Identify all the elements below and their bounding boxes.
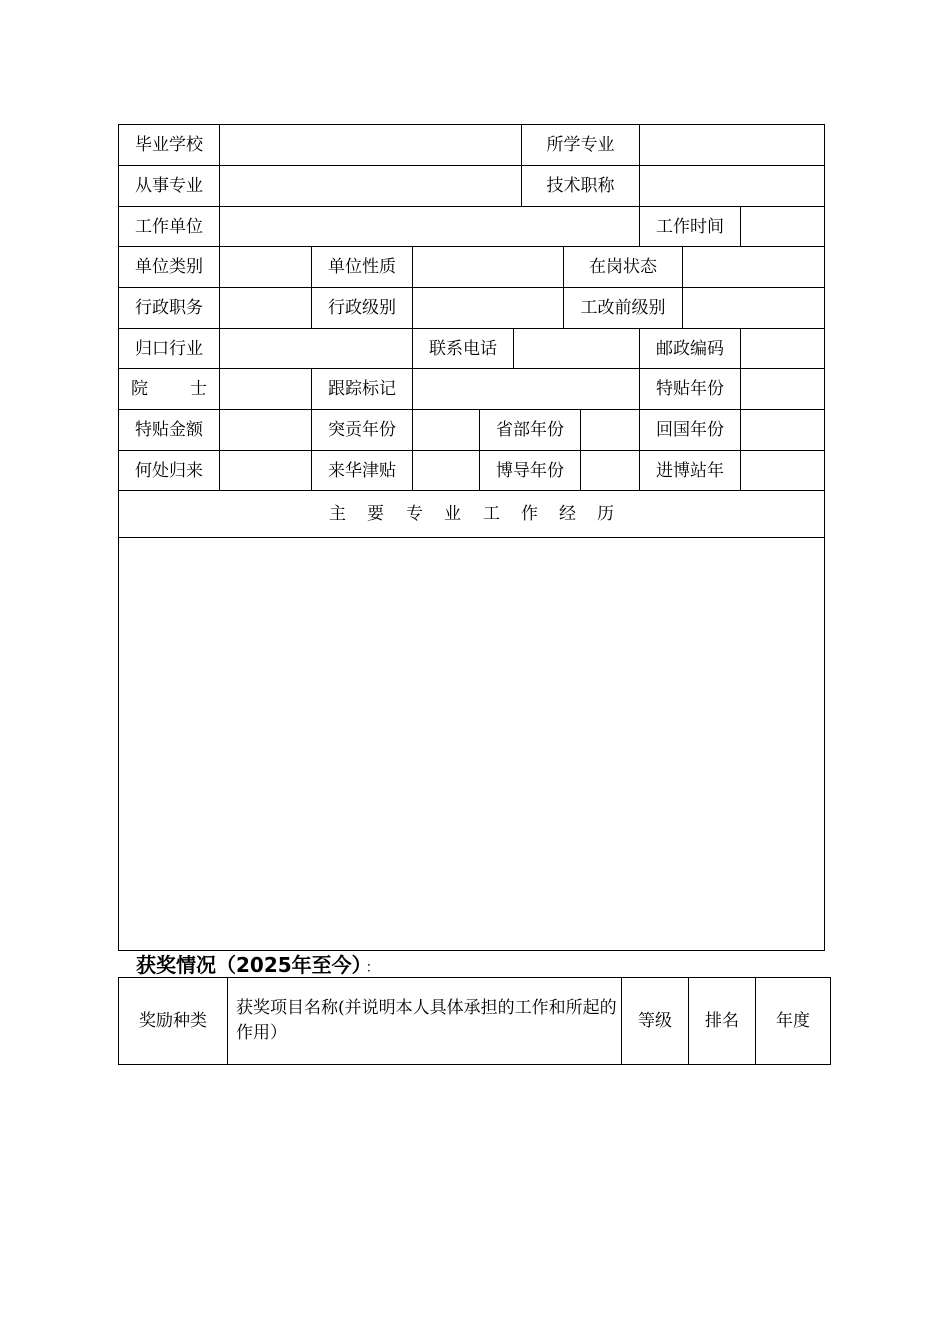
field-work-experience[interactable] — [119, 538, 824, 950]
label-special-allowance-amount: 特贴金额 — [135, 420, 203, 440]
field-unit-category[interactable] — [220, 247, 311, 287]
label-admin-position: 行政职务 — [135, 298, 203, 318]
label-graduated-school: 毕业学校 — [135, 135, 203, 155]
label-postal-code: 邮政编码 — [656, 338, 724, 359]
awards-section-title — [136, 953, 380, 980]
label-academician-char-2: 士 — [190, 379, 207, 399]
experience-heading — [119, 491, 824, 537]
label-phone: 联系电话 — [429, 338, 497, 359]
field-doctoral-supervisor-year[interactable] — [581, 451, 639, 490]
field-pre-reform-level[interactable] — [683, 288, 824, 328]
field-tracking-mark[interactable] — [413, 369, 639, 409]
label-academician — [131, 369, 207, 409]
label-pre-reform-level: 工改前级别 — [580, 298, 666, 318]
experience-heading-char: 要 — [367, 504, 384, 524]
field-return-year[interactable] — [741, 410, 824, 450]
label-unit-nature: 单位性质 — [328, 257, 396, 277]
experience-heading-char: 工 — [483, 504, 500, 524]
field-major-studied[interactable] — [640, 125, 824, 165]
field-provincial-year[interactable] — [581, 410, 639, 450]
awards-title-text: 获奖情况（2025年至今） — [136, 953, 362, 977]
experience-heading-char: 历 — [597, 504, 614, 524]
field-current-specialty[interactable] — [220, 166, 521, 206]
field-graduated-school[interactable] — [220, 125, 521, 165]
label-employment-status: 在岗状态 — [589, 257, 657, 277]
label-provincial-year: 省部年份 — [496, 420, 564, 440]
label-tracking-mark: 跟踪标记 — [328, 379, 396, 399]
label-postdoc-entry-year: 进博站年 — [656, 460, 724, 481]
field-admin-position[interactable] — [220, 288, 311, 328]
field-foreign-allowance[interactable] — [413, 451, 479, 490]
awards-header-type: 奖励种类 — [139, 1011, 207, 1031]
label-doctoral-supervisor-year: 博导年份 — [496, 460, 564, 481]
label-work-unit: 工作单位 — [135, 216, 203, 237]
field-special-allowance-amount[interactable] — [220, 410, 311, 450]
label-academician-char-1: 院 — [131, 379, 148, 399]
experience-heading-char: 专 — [406, 504, 423, 524]
experience-heading-char: 经 — [559, 504, 576, 524]
field-employment-status[interactable] — [683, 247, 824, 287]
experience-heading-char: 主 — [329, 504, 346, 524]
field-outstanding-contribution-year[interactable] — [413, 410, 479, 450]
label-return-year: 回国年份 — [656, 420, 724, 440]
label-industry: 归口行业 — [135, 338, 203, 359]
field-industry[interactable] — [220, 329, 412, 368]
field-work-start-time[interactable] — [741, 207, 824, 246]
label-special-allowance-year: 特贴年份 — [656, 379, 724, 399]
awards-title-colon: ： — [365, 960, 380, 976]
awards-header-level: 等级 — [638, 1011, 672, 1031]
label-unit-category: 单位类别 — [135, 257, 203, 277]
field-academician[interactable] — [220, 369, 311, 409]
field-postdoc-entry-year[interactable] — [741, 451, 824, 490]
field-admin-level[interactable] — [413, 288, 563, 328]
field-postal-code[interactable] — [741, 329, 824, 368]
label-work-start-time: 工作时间 — [656, 216, 724, 237]
experience-heading-char: 作 — [521, 504, 538, 524]
awards-header-rank: 排名 — [705, 1011, 739, 1031]
field-unit-nature[interactable] — [413, 247, 563, 287]
field-technical-title[interactable] — [640, 166, 824, 206]
experience-heading-char: 业 — [444, 504, 461, 524]
label-admin-level: 行政级别 — [328, 298, 396, 318]
label-returned-from: 何处归来 — [135, 460, 203, 481]
field-phone[interactable] — [514, 329, 639, 368]
field-special-allowance-year[interactable] — [741, 369, 824, 409]
field-returned-from[interactable] — [220, 451, 311, 490]
awards-header-project: 获奖项目名称(并说明本人具体承担的工作和所起的作用） — [236, 998, 617, 1043]
field-work-unit[interactable] — [220, 207, 639, 246]
label-current-specialty: 从事专业 — [135, 176, 203, 196]
label-foreign-allowance: 来华津贴 — [328, 460, 396, 481]
label-major-studied: 所学专业 — [546, 135, 615, 155]
awards-header-year: 年度 — [776, 1011, 810, 1031]
label-technical-title: 技术职称 — [546, 176, 615, 196]
label-outstanding-contribution-year: 突贡年份 — [328, 420, 396, 440]
